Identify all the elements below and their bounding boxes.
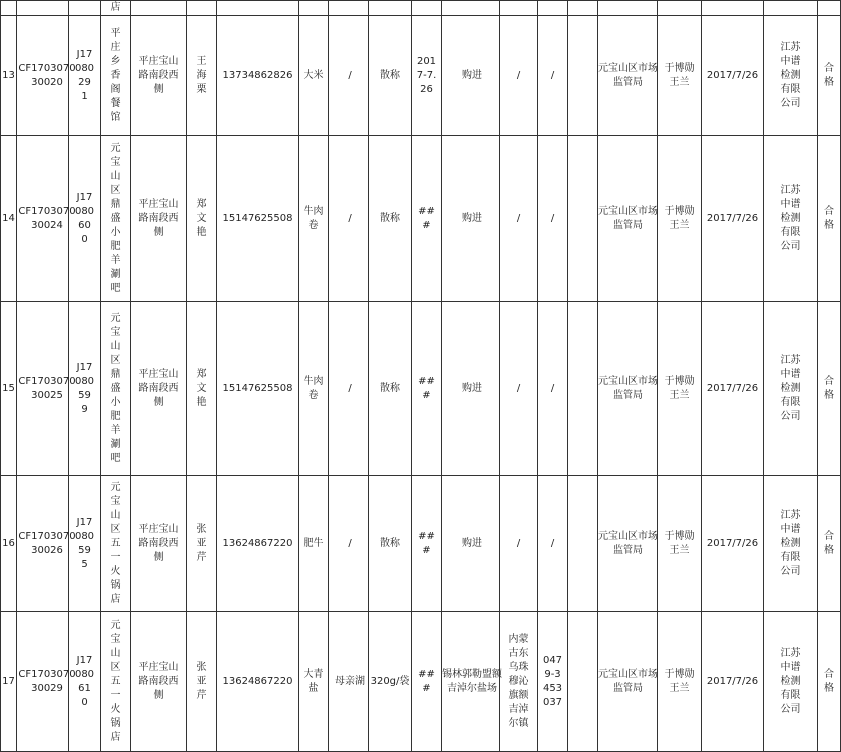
- source-cell: 购进: [442, 16, 500, 136]
- phone-cell: 13624867220: [217, 476, 299, 612]
- contact-person-cell: 王海栗: [187, 16, 217, 136]
- sample-code-cell: CF170307030029: [17, 612, 69, 752]
- manufacturer-cell: /: [500, 16, 538, 136]
- brand-cell: /: [329, 136, 369, 302]
- store-name-cell: 平庄乡香阁餐馆: [101, 16, 131, 136]
- row-index-cell: 14: [1, 136, 17, 302]
- source-cell: 购进: [442, 302, 500, 476]
- inspector-cell: 于博勋 王兰: [658, 476, 702, 612]
- contact-person-cell: 张亚芹: [187, 476, 217, 612]
- sample-code-cell: CF170307030026: [17, 476, 69, 612]
- sample-code-cell: CF170307030025: [17, 302, 69, 476]
- authority-cell: 元宝山区市场监管局: [598, 136, 658, 302]
- store-name-cell: 元宝山区五一火锅店: [101, 476, 131, 612]
- check-date-cell: 2017/7/26: [702, 476, 764, 612]
- phone-cell: 15147625508: [217, 136, 299, 302]
- result-cell: 合格: [818, 136, 841, 302]
- maker-phone-cell: /: [538, 476, 568, 612]
- maker-phone-cell: /: [538, 16, 568, 136]
- source-cell: 购进: [442, 136, 500, 302]
- production-date-cell: 2017-7.26: [412, 16, 442, 136]
- address-cell: 平庄宝山路南段西侧: [131, 302, 187, 476]
- food-name-cell: 牛肉卷: [299, 136, 329, 302]
- blank-cell: [568, 136, 598, 302]
- table-row: [1, 612, 841, 752]
- row-index-cell: 13: [1, 16, 17, 136]
- table-row: [1, 136, 841, 302]
- lot-number-cell: J1708060 0: [69, 136, 101, 302]
- manufacturer-cell: 内蒙古东乌珠穆沁旗额吉淖尔镇: [500, 612, 538, 752]
- store-name-cell: 元宝山区鼎盛小肥羊涮吧: [101, 136, 131, 302]
- row-index-cell: 17: [1, 612, 17, 752]
- manufacturer-cell: /: [500, 136, 538, 302]
- contact-person-cell: 郑文艳: [187, 302, 217, 476]
- spec-cell: 320g/袋: [369, 612, 412, 752]
- contact-person-cell: 郑文艳: [187, 136, 217, 302]
- contact-person-cell: 张亚芹: [187, 612, 217, 752]
- manufacturer-cell: /: [500, 302, 538, 476]
- table-row: [1, 16, 841, 136]
- address-cell: 平庄宝山路南段西侧: [131, 476, 187, 612]
- sample-code-cell: CF170307030024: [17, 136, 69, 302]
- production-date-cell: ###: [412, 612, 442, 752]
- address-cell: 平庄宝山路南段西侧: [131, 136, 187, 302]
- inspector-cell: 于博勋 王兰: [658, 136, 702, 302]
- maker-phone-cell: /: [538, 302, 568, 476]
- phone-cell: 13624867220: [217, 612, 299, 752]
- result-cell: 合格: [818, 612, 841, 752]
- blank-cell: [568, 476, 598, 612]
- lab-cell: 江苏中谱检测有限公司: [764, 136, 818, 302]
- brand-cell: /: [329, 302, 369, 476]
- production-date-cell: ###: [412, 302, 442, 476]
- phone-cell: 13734862826: [217, 16, 299, 136]
- inspector-cell: 于博勋 王兰: [658, 612, 702, 752]
- result-cell: 合格: [818, 476, 841, 612]
- maker-phone-cell: 0479-3453037: [538, 612, 568, 752]
- manufacturer-cell: /: [500, 476, 538, 612]
- inspector-cell: 于博勋 王兰: [658, 16, 702, 136]
- store-name-cell: 店: [101, 1, 131, 16]
- lot-number-cell: J1708059 5: [69, 476, 101, 612]
- authority-cell: 元宝山区市场监管局: [598, 612, 658, 752]
- phone-cell: 15147625508: [217, 302, 299, 476]
- lab-cell: 江苏中谱检测有限公司: [764, 302, 818, 476]
- store-name-cell: 元宝山区五一火锅店: [101, 612, 131, 752]
- spec-cell: 散称: [369, 16, 412, 136]
- lab-cell: 江苏中谱检测有限公司: [764, 16, 818, 136]
- food-name-cell: 牛肉卷: [299, 302, 329, 476]
- lot-number-cell: J1708029 1: [69, 16, 101, 136]
- lot-number-cell: J1708061 0: [69, 612, 101, 752]
- food-name-cell: 大青盐: [299, 612, 329, 752]
- lab-cell: 江苏中谱检测有限公司: [764, 476, 818, 612]
- table-row-top-fragment: [1, 1, 841, 16]
- blank-cell: [568, 612, 598, 752]
- table-row: [1, 302, 841, 476]
- food-name-cell: 肥牛: [299, 476, 329, 612]
- blank-cell: [568, 16, 598, 136]
- source-cell: 购进: [442, 476, 500, 612]
- blank-cell: [568, 302, 598, 476]
- address-cell: 平庄宝山路南段西侧: [131, 612, 187, 752]
- lab-cell: 江苏中谱检测有限公司: [764, 612, 818, 752]
- spec-cell: 散称: [369, 136, 412, 302]
- check-date-cell: 2017/7/26: [702, 16, 764, 136]
- authority-cell: 元宝山区市场监管局: [598, 16, 658, 136]
- store-name-cell: 元宝山区鼎盛小肥羊涮吧: [101, 302, 131, 476]
- source-cell: 锡林郭勒盟额吉淖尔盐场: [442, 612, 500, 752]
- check-date-cell: 2017/7/26: [702, 302, 764, 476]
- row-index-cell: 16: [1, 476, 17, 612]
- authority-cell: 元宝山区市场监管局: [598, 476, 658, 612]
- result-cell: 合格: [818, 302, 841, 476]
- address-cell: 平庄宝山路南段西侧: [131, 16, 187, 136]
- food-name-cell: 大米: [299, 16, 329, 136]
- table-row: [1, 476, 841, 612]
- spec-cell: 散称: [369, 476, 412, 612]
- row-index-cell: 15: [1, 302, 17, 476]
- maker-phone-cell: /: [538, 136, 568, 302]
- brand-cell: /: [329, 476, 369, 612]
- brand-cell: 母亲湖: [329, 612, 369, 752]
- production-date-cell: ###: [412, 136, 442, 302]
- inspector-cell: 于博勋 王兰: [658, 302, 702, 476]
- check-date-cell: 2017/7/26: [702, 136, 764, 302]
- production-date-cell: ###: [412, 476, 442, 612]
- lot-number-cell: J1708059 9: [69, 302, 101, 476]
- sample-code-cell: CF170307030020: [17, 16, 69, 136]
- check-date-cell: 2017/7/26: [702, 612, 764, 752]
- brand-cell: /: [329, 16, 369, 136]
- spec-cell: 散称: [369, 302, 412, 476]
- result-cell: 合格: [818, 16, 841, 136]
- authority-cell: 元宝山区市场监管局: [598, 302, 658, 476]
